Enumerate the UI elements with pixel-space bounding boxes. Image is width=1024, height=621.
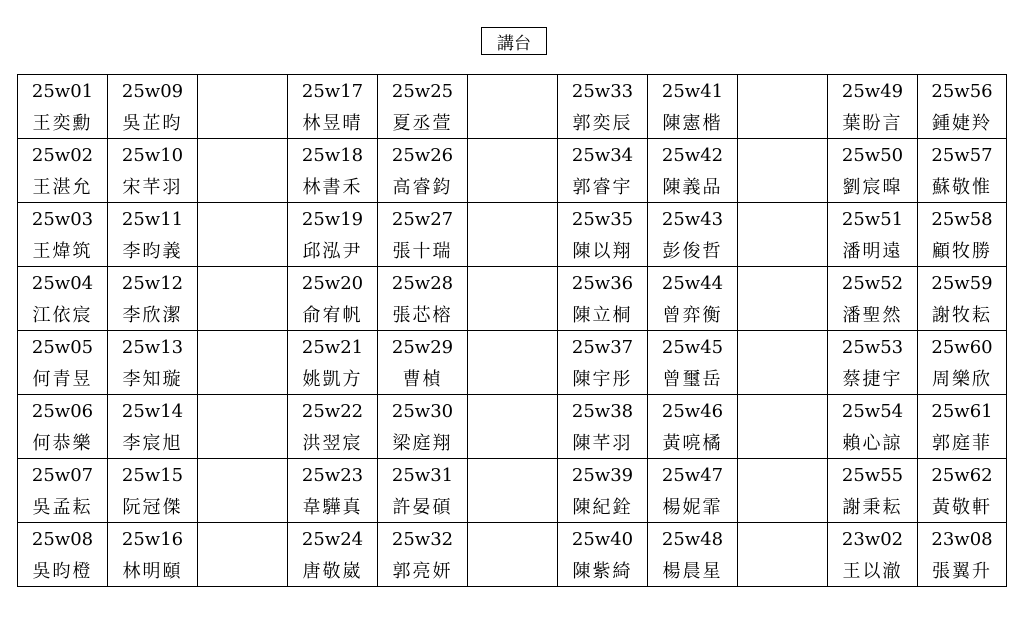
seat-id: 25w32	[378, 523, 468, 555]
student-name: 林昱晴	[288, 107, 378, 139]
podium-label: 講台	[481, 27, 547, 55]
seat-id: 25w34	[558, 139, 648, 171]
student-name: 高睿鈞	[378, 171, 468, 203]
seat-id: 25w46	[648, 395, 738, 427]
seat-id: 25w08	[18, 523, 108, 555]
seat-id: 25w06	[18, 395, 108, 427]
seat-id: 25w11	[108, 203, 198, 235]
seat-id: 23w08	[918, 523, 1007, 555]
aisle-gap	[468, 299, 558, 331]
student-name: 潘明遠	[828, 235, 918, 267]
aisle-gap	[198, 171, 288, 203]
student-name: 黃敬軒	[918, 491, 1007, 523]
student-name: 林明頤	[108, 555, 198, 587]
aisle-gap	[468, 267, 558, 299]
seat-id: 25w44	[648, 267, 738, 299]
student-name: 阮冠傑	[108, 491, 198, 523]
seat-row-id	[18, 139, 1007, 171]
student-name: 李欣潔	[108, 299, 198, 331]
seat-id: 25w26	[378, 139, 468, 171]
seat-row-name	[18, 235, 1007, 267]
seat-id: 25w17	[288, 75, 378, 107]
seat-id: 25w49	[828, 75, 918, 107]
seat-id: 25w01	[18, 75, 108, 107]
student-name: 姚凱方	[288, 363, 378, 395]
seat-id: 25w36	[558, 267, 648, 299]
student-name: 唐敬崴	[288, 555, 378, 587]
seat-row-name	[18, 299, 1007, 331]
aisle-gap	[738, 555, 828, 587]
student-name: 張翼升	[918, 555, 1007, 587]
seat-row-name	[18, 427, 1007, 459]
student-name: 夏丞萱	[378, 107, 468, 139]
seat-row-name	[18, 171, 1007, 203]
seat-row-name	[18, 363, 1007, 395]
seat-row-id	[18, 523, 1007, 555]
student-name: 李昀義	[108, 235, 198, 267]
aisle-gap	[738, 203, 828, 235]
aisle-gap	[198, 75, 288, 107]
seat-id: 25w30	[378, 395, 468, 427]
student-name: 陳芊羽	[558, 427, 648, 459]
aisle-gap	[198, 427, 288, 459]
aisle-gap	[738, 523, 828, 555]
student-name: 陳憲楷	[648, 107, 738, 139]
seat-id: 25w40	[558, 523, 648, 555]
aisle-gap	[468, 203, 558, 235]
aisle-gap	[738, 139, 828, 171]
student-name: 郭奕辰	[558, 107, 648, 139]
student-name: 周樂欣	[918, 363, 1007, 395]
seat-id: 25w42	[648, 139, 738, 171]
student-name: 郭亮妍	[378, 555, 468, 587]
seat-id: 25w61	[918, 395, 1007, 427]
aisle-gap	[738, 395, 828, 427]
seat-id: 25w02	[18, 139, 108, 171]
seat-id: 25w54	[828, 395, 918, 427]
seat-id: 25w05	[18, 331, 108, 363]
aisle-gap	[738, 459, 828, 491]
student-name: 蘇敬惟	[918, 171, 1007, 203]
student-name: 蔡捷宇	[828, 363, 918, 395]
student-name: 陳紫綺	[558, 555, 648, 587]
seat-row-id	[18, 267, 1007, 299]
aisle-gap	[738, 299, 828, 331]
seat-id: 25w38	[558, 395, 648, 427]
aisle-gap	[198, 235, 288, 267]
aisle-gap	[468, 235, 558, 267]
student-name: 賴心諒	[828, 427, 918, 459]
student-name: 王煒筑	[18, 235, 108, 267]
seat-id: 25w48	[648, 523, 738, 555]
aisle-gap	[198, 299, 288, 331]
aisle-gap	[738, 267, 828, 299]
seat-row-id	[18, 75, 1007, 107]
aisle-gap	[198, 267, 288, 299]
aisle-gap	[738, 171, 828, 203]
aisle-gap	[738, 363, 828, 395]
aisle-gap	[738, 107, 828, 139]
seat-id: 25w12	[108, 267, 198, 299]
student-name: 何恭樂	[18, 427, 108, 459]
aisle-gap	[468, 395, 558, 427]
seat-row-id	[18, 395, 1007, 427]
aisle-gap	[738, 75, 828, 107]
aisle-gap	[738, 491, 828, 523]
student-name: 梁庭翔	[378, 427, 468, 459]
aisle-gap	[468, 139, 558, 171]
student-name: 陳紀銓	[558, 491, 648, 523]
aisle-gap	[738, 427, 828, 459]
student-name: 楊妮霏	[648, 491, 738, 523]
student-name: 許晏碩	[378, 491, 468, 523]
student-name: 黃喨橘	[648, 427, 738, 459]
student-name: 劉宸暭	[828, 171, 918, 203]
seat-id: 25w07	[18, 459, 108, 491]
seat-id: 25w21	[288, 331, 378, 363]
student-name: 韋驊真	[288, 491, 378, 523]
seat-row-name	[18, 555, 1007, 587]
seat-id: 25w20	[288, 267, 378, 299]
aisle-gap	[198, 523, 288, 555]
aisle-gap	[198, 107, 288, 139]
seat-id: 25w57	[918, 139, 1007, 171]
student-name: 謝秉耘	[828, 491, 918, 523]
student-name: 邱泓尹	[288, 235, 378, 267]
seat-id: 25w03	[18, 203, 108, 235]
seat-id: 25w51	[828, 203, 918, 235]
student-name: 陳以翔	[558, 235, 648, 267]
aisle-gap	[738, 331, 828, 363]
seat-id: 25w59	[918, 267, 1007, 299]
student-name: 曹楨	[378, 363, 468, 395]
seat-row-id	[18, 203, 1007, 235]
seat-id: 25w19	[288, 203, 378, 235]
seat-id: 25w04	[18, 267, 108, 299]
aisle-gap	[468, 491, 558, 523]
seat-id: 25w28	[378, 267, 468, 299]
student-name: 楊晨星	[648, 555, 738, 587]
seat-id: 25w29	[378, 331, 468, 363]
student-name: 江依宸	[18, 299, 108, 331]
seat-id: 25w37	[558, 331, 648, 363]
seat-id: 25w41	[648, 75, 738, 107]
seat-id: 25w55	[828, 459, 918, 491]
seat-id: 25w35	[558, 203, 648, 235]
student-name: 吳芷昀	[108, 107, 198, 139]
aisle-gap	[468, 331, 558, 363]
student-name: 曾璽岳	[648, 363, 738, 395]
student-name: 郭庭菲	[918, 427, 1007, 459]
aisle-gap	[198, 363, 288, 395]
seat-id: 25w27	[378, 203, 468, 235]
seat-id: 25w18	[288, 139, 378, 171]
seat-id: 25w24	[288, 523, 378, 555]
seat-id: 25w45	[648, 331, 738, 363]
aisle-gap	[468, 555, 558, 587]
student-name: 何青昱	[18, 363, 108, 395]
seat-row-name	[18, 107, 1007, 139]
seat-id: 25w56	[918, 75, 1007, 107]
aisle-gap	[468, 363, 558, 395]
seat-id: 25w25	[378, 75, 468, 107]
seat-id: 25w14	[108, 395, 198, 427]
seating-chart	[17, 74, 1007, 587]
student-name: 陳立桐	[558, 299, 648, 331]
seat-id: 25w52	[828, 267, 918, 299]
seat-id: 25w16	[108, 523, 198, 555]
seat-id: 25w23	[288, 459, 378, 491]
aisle-gap	[468, 107, 558, 139]
aisle-gap	[198, 395, 288, 427]
seat-id: 23w02	[828, 523, 918, 555]
student-name: 王湛允	[18, 171, 108, 203]
student-name: 吳昀橙	[18, 555, 108, 587]
seat-id: 25w10	[108, 139, 198, 171]
aisle-gap	[198, 139, 288, 171]
seat-id: 25w15	[108, 459, 198, 491]
student-name: 李知璇	[108, 363, 198, 395]
student-name: 曾弈衡	[648, 299, 738, 331]
student-name: 陳義品	[648, 171, 738, 203]
aisle-gap	[468, 427, 558, 459]
aisle-gap	[468, 459, 558, 491]
student-name: 林書禾	[288, 171, 378, 203]
seat-id: 25w13	[108, 331, 198, 363]
student-name: 王以澈	[828, 555, 918, 587]
student-name: 陳宇彤	[558, 363, 648, 395]
aisle-gap	[468, 523, 558, 555]
student-name: 吳孟耘	[18, 491, 108, 523]
student-name: 潘聖然	[828, 299, 918, 331]
aisle-gap	[198, 555, 288, 587]
seat-id: 25w22	[288, 395, 378, 427]
aisle-gap	[468, 75, 558, 107]
seat-id: 25w09	[108, 75, 198, 107]
aisle-gap	[198, 491, 288, 523]
student-name: 張芯榕	[378, 299, 468, 331]
seat-id: 25w58	[918, 203, 1007, 235]
seat-row-id	[18, 459, 1007, 491]
student-name: 鍾婕羚	[918, 107, 1007, 139]
student-name: 俞宥帆	[288, 299, 378, 331]
seat-row-name	[18, 491, 1007, 523]
student-name: 顧牧勝	[918, 235, 1007, 267]
seat-id: 25w33	[558, 75, 648, 107]
aisle-gap	[738, 235, 828, 267]
student-name: 郭睿宇	[558, 171, 648, 203]
aisle-gap	[198, 203, 288, 235]
student-name: 彭俊哲	[648, 235, 738, 267]
seat-id: 25w47	[648, 459, 738, 491]
seat-id: 25w31	[378, 459, 468, 491]
aisle-gap	[198, 459, 288, 491]
aisle-gap	[198, 331, 288, 363]
student-name: 洪翌宸	[288, 427, 378, 459]
student-name: 謝牧耘	[918, 299, 1007, 331]
student-name: 葉盼言	[828, 107, 918, 139]
student-name: 宋芊羽	[108, 171, 198, 203]
student-name: 李宸旭	[108, 427, 198, 459]
seat-id: 25w53	[828, 331, 918, 363]
seat-id: 25w62	[918, 459, 1007, 491]
student-name: 王奕勳	[18, 107, 108, 139]
seat-id: 25w39	[558, 459, 648, 491]
seat-row-id	[18, 331, 1007, 363]
seat-id: 25w60	[918, 331, 1007, 363]
student-name: 張十瑞	[378, 235, 468, 267]
seat-id: 25w43	[648, 203, 738, 235]
seat-id: 25w50	[828, 139, 918, 171]
aisle-gap	[468, 171, 558, 203]
